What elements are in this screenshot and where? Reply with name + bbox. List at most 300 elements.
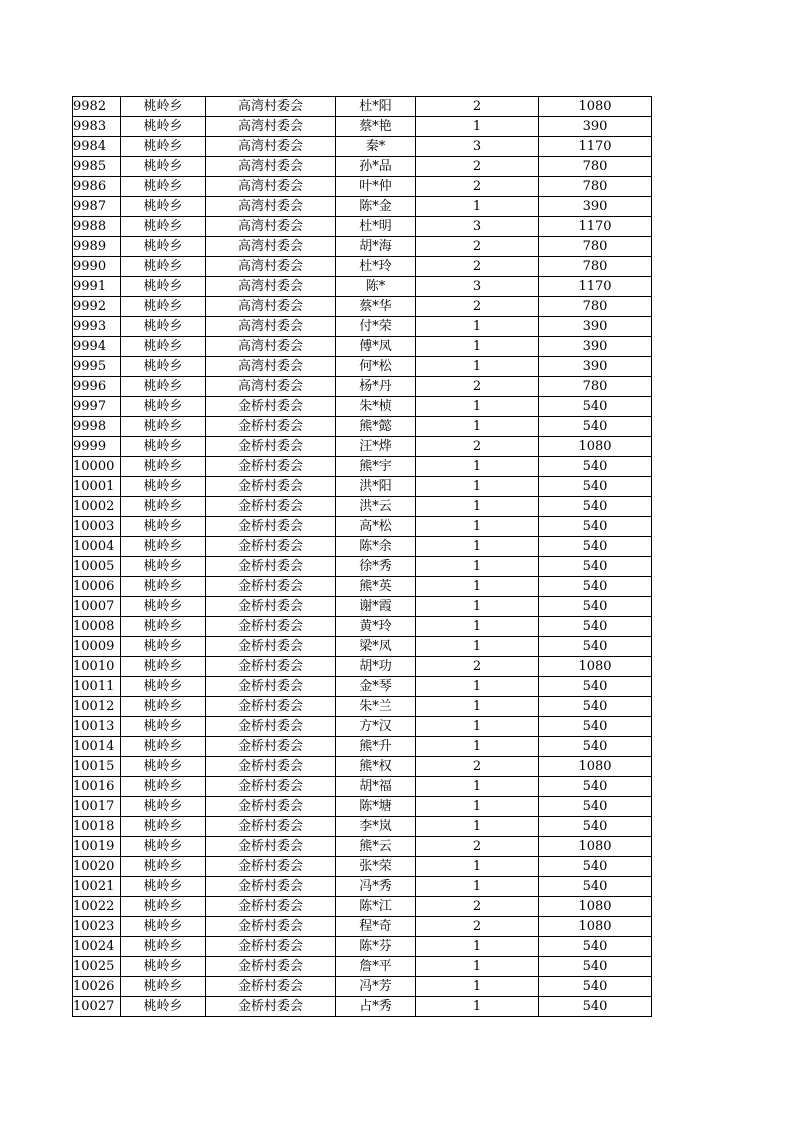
name-cell: 熊*权 [336, 757, 416, 777]
row-id-cell: 9994 [73, 337, 121, 357]
name-cell: 占*秀 [336, 997, 416, 1017]
table-row [73, 257, 652, 277]
amount-cell: 1170 [539, 277, 652, 297]
village-cell: 高湾村委会 [206, 197, 336, 217]
name-cell: 秦* [336, 137, 416, 157]
amount-cell: 1080 [539, 97, 652, 117]
name-cell: 孙*品 [336, 157, 416, 177]
roster-table [72, 96, 652, 1017]
town-cell: 桃岭乡 [121, 637, 206, 657]
row-id-cell: 10010 [73, 657, 121, 677]
amount-cell: 540 [539, 477, 652, 497]
count-cell: 1 [416, 997, 539, 1017]
table-row [73, 997, 652, 1017]
town-cell: 桃岭乡 [121, 497, 206, 517]
table-row [73, 717, 652, 737]
count-cell: 1 [416, 797, 539, 817]
name-cell: 程*奇 [336, 917, 416, 937]
village-cell: 金桥村委会 [206, 657, 336, 677]
count-cell: 1 [416, 357, 539, 377]
table-row [73, 477, 652, 497]
town-cell: 桃岭乡 [121, 537, 206, 557]
amount-cell: 540 [539, 737, 652, 757]
name-cell: 蔡*艳 [336, 117, 416, 137]
village-cell: 高湾村委会 [206, 157, 336, 177]
table-row [73, 557, 652, 577]
amount-cell: 780 [539, 257, 652, 277]
table-row [73, 397, 652, 417]
amount-cell: 540 [539, 557, 652, 577]
name-cell: 詹*平 [336, 957, 416, 977]
town-cell: 桃岭乡 [121, 117, 206, 137]
count-cell: 1 [416, 457, 539, 477]
town-cell: 桃岭乡 [121, 597, 206, 617]
table-row [73, 937, 652, 957]
row-id-cell: 9987 [73, 197, 121, 217]
count-cell: 2 [416, 377, 539, 397]
row-id-cell: 10026 [73, 977, 121, 997]
count-cell: 2 [416, 157, 539, 177]
count-cell: 2 [416, 437, 539, 457]
village-cell: 高湾村委会 [206, 337, 336, 357]
table-row [73, 437, 652, 457]
table-row [73, 777, 652, 797]
town-cell: 桃岭乡 [121, 137, 206, 157]
count-cell: 1 [416, 957, 539, 977]
village-cell: 金桥村委会 [206, 797, 336, 817]
count-cell: 1 [416, 557, 539, 577]
town-cell: 桃岭乡 [121, 997, 206, 1017]
village-cell: 金桥村委会 [206, 457, 336, 477]
amount-cell: 1080 [539, 917, 652, 937]
row-id-cell: 10002 [73, 497, 121, 517]
amount-cell: 540 [539, 697, 652, 717]
town-cell: 桃岭乡 [121, 857, 206, 877]
row-id-cell: 9990 [73, 257, 121, 277]
count-cell: 2 [416, 297, 539, 317]
row-id-cell: 10012 [73, 697, 121, 717]
row-id-cell: 9998 [73, 417, 121, 437]
table-row [73, 797, 652, 817]
row-id-cell: 10014 [73, 737, 121, 757]
village-cell: 金桥村委会 [206, 957, 336, 977]
count-cell: 1 [416, 537, 539, 557]
table-row [73, 297, 652, 317]
name-cell: 陈*芬 [336, 937, 416, 957]
town-cell: 桃岭乡 [121, 757, 206, 777]
town-cell: 桃岭乡 [121, 897, 206, 917]
count-cell: 1 [416, 677, 539, 697]
row-id-cell: 10008 [73, 617, 121, 637]
town-cell: 桃岭乡 [121, 677, 206, 697]
village-cell: 金桥村委会 [206, 517, 336, 537]
village-cell: 高湾村委会 [206, 177, 336, 197]
row-id-cell: 10015 [73, 757, 121, 777]
town-cell: 桃岭乡 [121, 957, 206, 977]
name-cell: 熊*云 [336, 837, 416, 857]
row-id-cell: 10018 [73, 817, 121, 837]
amount-cell: 780 [539, 237, 652, 257]
count-cell: 1 [416, 637, 539, 657]
town-cell: 桃岭乡 [121, 477, 206, 497]
count-cell: 1 [416, 817, 539, 837]
table-row [73, 817, 652, 837]
village-cell: 高湾村委会 [206, 317, 336, 337]
village-cell: 金桥村委会 [206, 817, 336, 837]
name-cell: 熊*升 [336, 737, 416, 757]
amount-cell: 540 [539, 977, 652, 997]
village-cell: 高湾村委会 [206, 357, 336, 377]
town-cell: 桃岭乡 [121, 397, 206, 417]
amount-cell: 540 [539, 797, 652, 817]
village-cell: 金桥村委会 [206, 997, 336, 1017]
count-cell: 1 [416, 577, 539, 597]
name-cell: 冯*秀 [336, 877, 416, 897]
count-cell: 2 [416, 757, 539, 777]
row-id-cell: 10021 [73, 877, 121, 897]
count-cell: 2 [416, 837, 539, 857]
town-cell: 桃岭乡 [121, 877, 206, 897]
amount-cell: 540 [539, 777, 652, 797]
count-cell: 1 [416, 737, 539, 757]
count-cell: 1 [416, 617, 539, 637]
count-cell: 2 [416, 917, 539, 937]
row-id-cell: 10020 [73, 857, 121, 877]
town-cell: 桃岭乡 [121, 177, 206, 197]
amount-cell: 540 [539, 457, 652, 477]
village-cell: 金桥村委会 [206, 677, 336, 697]
name-cell: 徐*秀 [336, 557, 416, 577]
name-cell: 洪*云 [336, 497, 416, 517]
name-cell: 高*松 [336, 517, 416, 537]
row-id-cell: 9996 [73, 377, 121, 397]
row-id-cell: 10019 [73, 837, 121, 857]
town-cell: 桃岭乡 [121, 297, 206, 317]
town-cell: 桃岭乡 [121, 657, 206, 677]
town-cell: 桃岭乡 [121, 917, 206, 937]
amount-cell: 1170 [539, 137, 652, 157]
village-cell: 金桥村委会 [206, 917, 336, 937]
table-row [73, 337, 652, 357]
village-cell: 高湾村委会 [206, 97, 336, 117]
row-id-cell: 10027 [73, 997, 121, 1017]
village-cell: 金桥村委会 [206, 637, 336, 657]
town-cell: 桃岭乡 [121, 257, 206, 277]
table-row [73, 237, 652, 257]
table-row [73, 177, 652, 197]
town-cell: 桃岭乡 [121, 577, 206, 597]
count-cell: 1 [416, 477, 539, 497]
table-row [73, 697, 652, 717]
name-cell: 汪*烨 [336, 437, 416, 457]
village-cell: 高湾村委会 [206, 257, 336, 277]
table-row [73, 497, 652, 517]
row-id-cell: 9991 [73, 277, 121, 297]
amount-cell: 540 [539, 877, 652, 897]
table-row [73, 137, 652, 157]
town-cell: 桃岭乡 [121, 237, 206, 257]
row-id-cell: 9999 [73, 437, 121, 457]
row-id-cell: 10001 [73, 477, 121, 497]
table-row [73, 617, 652, 637]
town-cell: 桃岭乡 [121, 317, 206, 337]
table-row [73, 837, 652, 857]
amount-cell: 390 [539, 117, 652, 137]
amount-cell: 540 [539, 497, 652, 517]
name-cell: 蔡*华 [336, 297, 416, 317]
row-id-cell: 10005 [73, 557, 121, 577]
town-cell: 桃岭乡 [121, 457, 206, 477]
town-cell: 桃岭乡 [121, 437, 206, 457]
count-cell: 1 [416, 697, 539, 717]
count-cell: 1 [416, 197, 539, 217]
village-cell: 高湾村委会 [206, 297, 336, 317]
town-cell: 桃岭乡 [121, 777, 206, 797]
table-row [73, 417, 652, 437]
table-row [73, 637, 652, 657]
name-cell: 胡*功 [336, 657, 416, 677]
name-cell: 张*荣 [336, 857, 416, 877]
town-cell: 桃岭乡 [121, 157, 206, 177]
row-id-cell: 10016 [73, 777, 121, 797]
amount-cell: 390 [539, 197, 652, 217]
table-row [73, 737, 652, 757]
table-row [73, 957, 652, 977]
name-cell: 陈* [336, 277, 416, 297]
town-cell: 桃岭乡 [121, 357, 206, 377]
village-cell: 金桥村委会 [206, 437, 336, 457]
table-row [73, 277, 652, 297]
village-cell: 金桥村委会 [206, 977, 336, 997]
table-row [73, 977, 652, 997]
table-row [73, 357, 652, 377]
count-cell: 2 [416, 97, 539, 117]
village-cell: 高湾村委会 [206, 237, 336, 257]
town-cell: 桃岭乡 [121, 837, 206, 857]
count-cell: 1 [416, 857, 539, 877]
name-cell: 陈*金 [336, 197, 416, 217]
amount-cell: 540 [539, 677, 652, 697]
row-id-cell: 9995 [73, 357, 121, 377]
amount-cell: 540 [539, 817, 652, 837]
amount-cell: 540 [539, 997, 652, 1017]
village-cell: 金桥村委会 [206, 497, 336, 517]
table-row [73, 917, 652, 937]
amount-cell: 390 [539, 357, 652, 377]
town-cell: 桃岭乡 [121, 277, 206, 297]
name-cell: 冯*芳 [336, 977, 416, 997]
name-cell: 熊*懿 [336, 417, 416, 437]
amount-cell: 1080 [539, 897, 652, 917]
row-id-cell: 9983 [73, 117, 121, 137]
count-cell: 1 [416, 417, 539, 437]
count-cell: 1 [416, 117, 539, 137]
count-cell: 2 [416, 897, 539, 917]
count-cell: 2 [416, 237, 539, 257]
village-cell: 金桥村委会 [206, 897, 336, 917]
town-cell: 桃岭乡 [121, 617, 206, 637]
name-cell: 谢*霞 [336, 597, 416, 617]
village-cell: 金桥村委会 [206, 597, 336, 617]
table-row [73, 757, 652, 777]
village-cell: 金桥村委会 [206, 537, 336, 557]
table-row [73, 897, 652, 917]
table-row [73, 677, 652, 697]
table-row [73, 377, 652, 397]
count-cell: 3 [416, 217, 539, 237]
row-id-cell: 10017 [73, 797, 121, 817]
village-cell: 高湾村委会 [206, 217, 336, 237]
name-cell: 胡*福 [336, 777, 416, 797]
table-row [73, 117, 652, 137]
count-cell: 3 [416, 137, 539, 157]
village-cell: 金桥村委会 [206, 417, 336, 437]
village-cell: 金桥村委会 [206, 877, 336, 897]
count-cell: 2 [416, 657, 539, 677]
name-cell: 叶*仲 [336, 177, 416, 197]
town-cell: 桃岭乡 [121, 797, 206, 817]
row-id-cell: 10007 [73, 597, 121, 617]
town-cell: 桃岭乡 [121, 377, 206, 397]
row-id-cell: 9985 [73, 157, 121, 177]
name-cell: 杨*丹 [336, 377, 416, 397]
count-cell: 1 [416, 317, 539, 337]
name-cell: 杜*阳 [336, 97, 416, 117]
town-cell: 桃岭乡 [121, 217, 206, 237]
row-id-cell: 10004 [73, 537, 121, 557]
village-cell: 金桥村委会 [206, 617, 336, 637]
count-cell: 1 [416, 397, 539, 417]
amount-cell: 540 [539, 617, 652, 637]
count-cell: 1 [416, 937, 539, 957]
row-id-cell: 10013 [73, 717, 121, 737]
town-cell: 桃岭乡 [121, 517, 206, 537]
town-cell: 桃岭乡 [121, 697, 206, 717]
amount-cell: 780 [539, 297, 652, 317]
row-id-cell: 9984 [73, 137, 121, 157]
village-cell: 高湾村委会 [206, 377, 336, 397]
row-id-cell: 10022 [73, 897, 121, 917]
name-cell: 陈*余 [336, 537, 416, 557]
amount-cell: 540 [539, 937, 652, 957]
name-cell: 付*荣 [336, 317, 416, 337]
amount-cell: 1080 [539, 837, 652, 857]
table-row [73, 457, 652, 477]
table-row [73, 517, 652, 537]
village-cell: 金桥村委会 [206, 737, 336, 757]
table-row [73, 577, 652, 597]
table-row [73, 657, 652, 677]
name-cell: 杜*明 [336, 217, 416, 237]
town-cell: 桃岭乡 [121, 817, 206, 837]
amount-cell: 540 [539, 957, 652, 977]
town-cell: 桃岭乡 [121, 977, 206, 997]
amount-cell: 540 [539, 397, 652, 417]
count-cell: 1 [416, 337, 539, 357]
village-cell: 金桥村委会 [206, 397, 336, 417]
town-cell: 桃岭乡 [121, 97, 206, 117]
name-cell: 朱*兰 [336, 697, 416, 717]
count-cell: 3 [416, 277, 539, 297]
row-id-cell: 9988 [73, 217, 121, 237]
name-cell: 杜*玲 [336, 257, 416, 277]
village-cell: 高湾村委会 [206, 277, 336, 297]
amount-cell: 390 [539, 337, 652, 357]
amount-cell: 540 [539, 517, 652, 537]
table-row [73, 877, 652, 897]
row-id-cell: 9997 [73, 397, 121, 417]
table-row [73, 317, 652, 337]
village-cell: 金桥村委会 [206, 777, 336, 797]
town-cell: 桃岭乡 [121, 557, 206, 577]
amount-cell: 390 [539, 317, 652, 337]
count-cell: 1 [416, 977, 539, 997]
name-cell: 金*琴 [336, 677, 416, 697]
amount-cell: 540 [539, 597, 652, 617]
town-cell: 桃岭乡 [121, 937, 206, 957]
amount-cell: 540 [539, 717, 652, 737]
count-cell: 1 [416, 517, 539, 537]
name-cell: 陈*塘 [336, 797, 416, 817]
count-cell: 2 [416, 257, 539, 277]
table-row [73, 537, 652, 557]
count-cell: 1 [416, 597, 539, 617]
town-cell: 桃岭乡 [121, 417, 206, 437]
name-cell: 何*松 [336, 357, 416, 377]
amount-cell: 780 [539, 157, 652, 177]
row-id-cell: 10025 [73, 957, 121, 977]
amount-cell: 1170 [539, 217, 652, 237]
table-row [73, 157, 652, 177]
count-cell: 2 [416, 177, 539, 197]
village-cell: 金桥村委会 [206, 857, 336, 877]
row-id-cell: 9992 [73, 297, 121, 317]
row-id-cell: 10023 [73, 917, 121, 937]
village-cell: 高湾村委会 [206, 137, 336, 157]
amount-cell: 540 [539, 857, 652, 877]
village-cell: 金桥村委会 [206, 837, 336, 857]
table-row [73, 217, 652, 237]
count-cell: 1 [416, 717, 539, 737]
village-cell: 金桥村委会 [206, 717, 336, 737]
name-cell: 陈*江 [336, 897, 416, 917]
name-cell: 洪*阳 [336, 477, 416, 497]
name-cell: 方*汉 [336, 717, 416, 737]
name-cell: 熊*宇 [336, 457, 416, 477]
row-id-cell: 10011 [73, 677, 121, 697]
amount-cell: 540 [539, 577, 652, 597]
amount-cell: 1080 [539, 657, 652, 677]
amount-cell: 540 [539, 537, 652, 557]
amount-cell: 1080 [539, 437, 652, 457]
table-row [73, 857, 652, 877]
name-cell: 李*岚 [336, 817, 416, 837]
row-id-cell: 9989 [73, 237, 121, 257]
name-cell: 傅*凤 [336, 337, 416, 357]
amount-cell: 540 [539, 637, 652, 657]
village-cell: 金桥村委会 [206, 937, 336, 957]
town-cell: 桃岭乡 [121, 737, 206, 757]
row-id-cell: 9986 [73, 177, 121, 197]
town-cell: 桃岭乡 [121, 717, 206, 737]
town-cell: 桃岭乡 [121, 197, 206, 217]
count-cell: 1 [416, 777, 539, 797]
row-id-cell: 9982 [73, 97, 121, 117]
name-cell: 梁*凤 [336, 637, 416, 657]
village-cell: 金桥村委会 [206, 697, 336, 717]
row-id-cell: 10006 [73, 577, 121, 597]
village-cell: 金桥村委会 [206, 757, 336, 777]
